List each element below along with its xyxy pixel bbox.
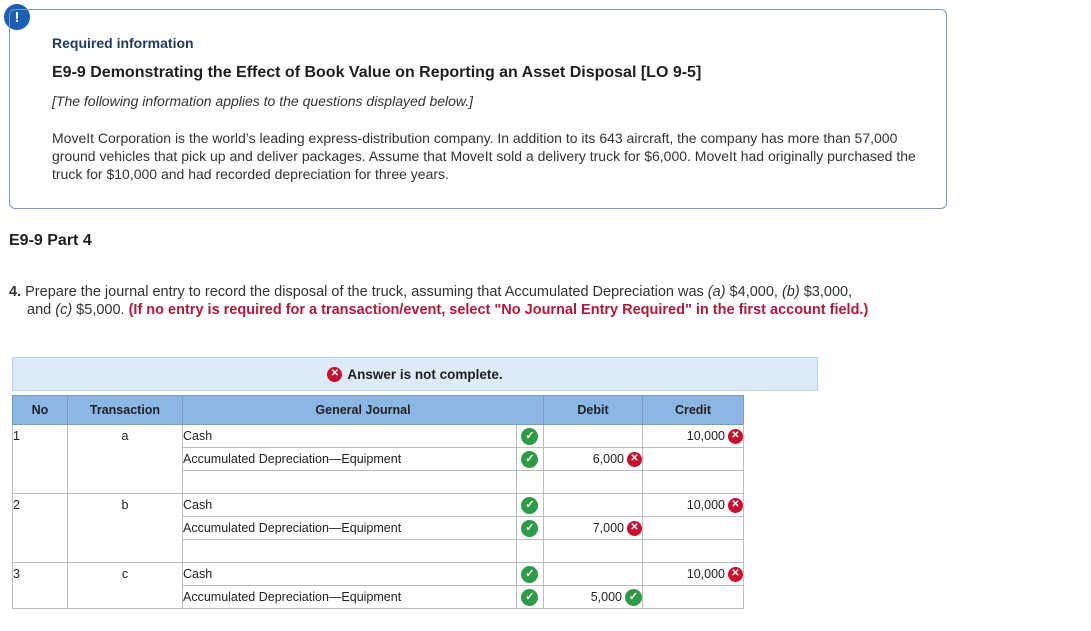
credit-field[interactable] (643, 448, 744, 471)
question-text-2: and (27, 302, 56, 318)
table-row (13, 425, 744, 448)
check-icon: ✓ (521, 497, 538, 514)
debit-field[interactable] (544, 448, 643, 471)
credit-field[interactable] (643, 471, 744, 494)
label-b: (b) (781, 284, 800, 300)
exercise-title: E9-9 Demonstrating the Effect of Book Value on Reporting an Asset Disposal [LO 9-5] (52, 64, 702, 81)
question-text (9, 283, 969, 319)
journal-entry-table (12, 395, 744, 609)
debit-field[interactable] (544, 517, 643, 540)
debit-field[interactable] (544, 586, 643, 609)
value-b: $3,000, (799, 284, 853, 300)
header-general-journal: General Journal (183, 396, 544, 425)
answer-status-text: Answer is not complete. (347, 366, 503, 382)
account-field[interactable]: Cash (183, 425, 517, 448)
check-icon: ✓ (625, 589, 642, 606)
applies-note: [The following information applies to the questions displayed below.] (52, 93, 474, 109)
debit-field[interactable] (544, 425, 643, 448)
account-field[interactable]: Cash (183, 494, 517, 517)
entry-number: 2 (13, 494, 68, 563)
incorrect-icon: ✕ (728, 498, 743, 513)
debit-field[interactable] (544, 494, 643, 517)
table-row (13, 494, 744, 517)
value-c: $5,000. (72, 302, 129, 318)
part-title: E9-9 Part 4 (9, 232, 92, 249)
answer-status-banner (12, 357, 818, 391)
credit-field[interactable] (643, 517, 744, 540)
check-icon: ✓ (521, 451, 538, 468)
header-credit: Credit (643, 396, 744, 425)
credit-field[interactable] (643, 586, 744, 609)
transaction-letter: c (68, 563, 183, 609)
account-field[interactable] (183, 471, 517, 494)
check-icon: ✓ (521, 520, 538, 537)
value-a: $4,000, (725, 284, 782, 300)
header-transaction: Transaction (68, 396, 183, 425)
header-no: No (13, 396, 68, 425)
check-icon: ✓ (521, 428, 538, 445)
required-information-label: Required information (52, 35, 194, 51)
credit-value: 10,000 (686, 498, 725, 512)
debit-value: 7,000 (592, 521, 624, 535)
check-icon: ✓ (521, 589, 538, 606)
account-field[interactable]: Cash (183, 563, 517, 586)
debit-field[interactable] (544, 471, 643, 494)
label-c: (c) (55, 302, 73, 318)
transaction-letter: a (68, 425, 183, 494)
transaction-letter: b (68, 494, 183, 563)
check-icon: ✓ (521, 566, 538, 583)
incorrect-icon: ✕ (627, 521, 642, 536)
credit-field[interactable] (643, 540, 744, 563)
question-number: 4. (9, 284, 22, 300)
account-field[interactable]: Accumulated Depreciation—Equipment (183, 517, 517, 540)
incorrect-icon: ✕ (728, 567, 743, 582)
debit-value: 5,000 (590, 590, 622, 604)
credit-value: 10,000 (686, 567, 725, 581)
entry-number: 3 (13, 563, 68, 609)
credit-field[interactable] (643, 494, 744, 517)
credit-field[interactable] (643, 563, 744, 586)
alert-icon: ! (4, 4, 30, 30)
label-a: (a) (707, 284, 726, 300)
account-field[interactable] (183, 540, 517, 563)
debit-value: 6,000 (592, 452, 624, 466)
incorrect-icon: ✕ (327, 367, 342, 382)
credit-value: 10,000 (686, 429, 725, 443)
debit-field[interactable] (544, 563, 643, 586)
header-debit: Debit (544, 396, 643, 425)
credit-field[interactable] (643, 425, 744, 448)
account-field[interactable]: Accumulated Depreciation—Equipment (183, 448, 517, 471)
entry-number: 1 (13, 425, 68, 494)
scenario-text: MoveIt Corporation is the world’s leading express-distribution company. In addition to its 643 aircraft, the company has more than 57,000 ground vehicles that pick up and deliver packages. Assume that MoveIt sold a delivery truck for $6,000. MoveIt had originally purchased the truck for $10,000 and had recorded depreciation for three years. (52, 130, 916, 182)
question-text-1: Prepare the journal entry to record the disposal of the truck, assuming that Accumulated Depreciation was (25, 284, 708, 300)
question-instruction: (If no entry is required for a transaction/event, select "No Journal Entry Required" in the first account field.) (128, 302, 869, 318)
debit-field[interactable] (544, 540, 643, 563)
account-field[interactable]: Accumulated Depreciation—Equipment (183, 586, 517, 609)
incorrect-icon: ✕ (627, 452, 642, 467)
table-row (13, 563, 744, 586)
incorrect-icon: ✕ (728, 429, 743, 444)
